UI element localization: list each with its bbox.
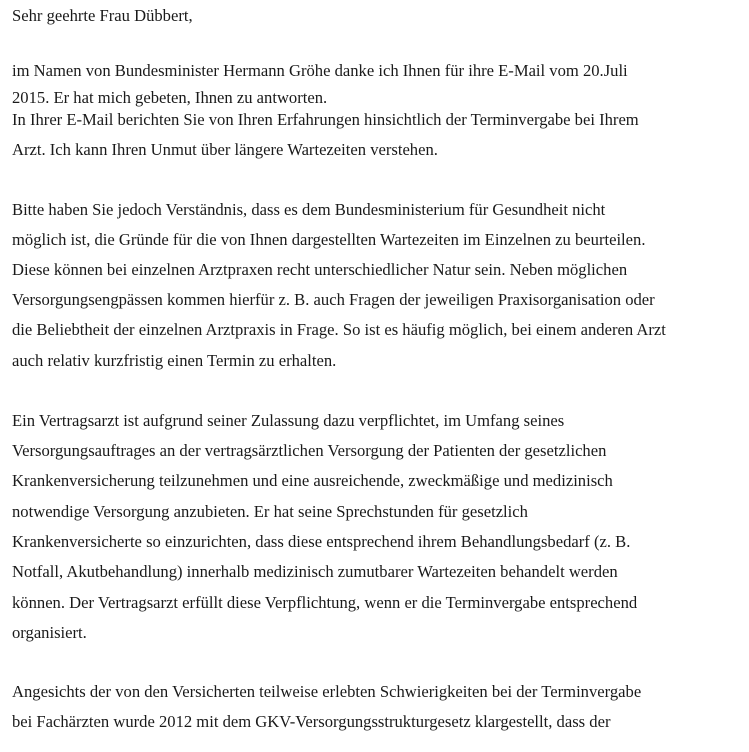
text-line: auch relativ kurzfristig einen Termin zu erhalten. (12, 351, 337, 370)
text-line: Versorgungsengpässen kommen hierfür z. B. auch Fragen der jeweiligen Praxisorganisation oder (12, 290, 655, 309)
text-line: 2015. Er hat mich gebeten, Ihnen zu antworten. (12, 88, 328, 107)
text-line: Bitte haben Sie jedoch Verständnis, dass es dem Bundesministerium für Gesundheit nicht (12, 200, 606, 219)
text-line: notwendige Versorgung anzubieten. Er hat seine Sprechstunden für gesetzlich (12, 502, 528, 521)
text-line: Krankenversicherung teilzunehmen und eine ausreichende, zweckmäßige und medizinisch (12, 471, 613, 490)
text-line: im Namen von Bundesminister Hermann Gröhe danke ich Ihnen für ihre E-Mail vom 20.Juli (12, 61, 628, 80)
text-line: Diese können bei einzelnen Arztpraxen recht unterschiedlicher Natur sein. Neben möglichen (12, 260, 628, 279)
text-line: Notfall, Akutbehandlung) innerhalb medizinisch zumutbarer Wartezeiten behandelt werden (12, 562, 618, 581)
text-line: Versorgungsauftrages an der vertragsärztlichen Versorgung der Patienten der gesetzlichen (12, 441, 607, 460)
text-line: Angesichts der von den Versicherten teilweise erlebten Schwierigkeiten bei der Terminvergabe (12, 682, 642, 701)
text-line: können. Der Vertragsarzt erfüllt diese Verpflichtung, wenn er die Terminvergabe entsprechend (12, 593, 638, 612)
text-line: Ein Vertragsarzt ist aufgrund seiner Zulassung dazu verpflichtet, im Umfang seines (12, 411, 565, 430)
salutation: Sehr geehrte Frau Dübbert, (12, 6, 193, 25)
text-line: In Ihrer E-Mail berichten Sie von Ihren Erfahrungen hinsichtlich der Terminvergabe bei Ihrem (12, 110, 639, 129)
text-line: bei Fachärzten wurde 2012 mit dem GKV-Versorgungsstrukturgesetz klargestellt, dass der (12, 712, 611, 731)
text-line: Krankenversicherte so einzurichten, dass diese entsprechend ihrem Behandlungsbedarf (z. B. (12, 532, 631, 551)
text-line: die Beliebtheit der einzelnen Arztpraxis in Frage. So ist es häufig möglich, bei einem anderen Arzt (12, 320, 666, 339)
text-line: möglich ist, die Gründe für die von Ihnen dargestellten Wartezeiten im Einzelnen zu beurteilen. (12, 230, 646, 249)
text-line: Arzt. Ich kann Ihren Unmut über längere Wartezeiten verstehen. (12, 140, 438, 159)
text-line: organisiert. (12, 623, 87, 642)
